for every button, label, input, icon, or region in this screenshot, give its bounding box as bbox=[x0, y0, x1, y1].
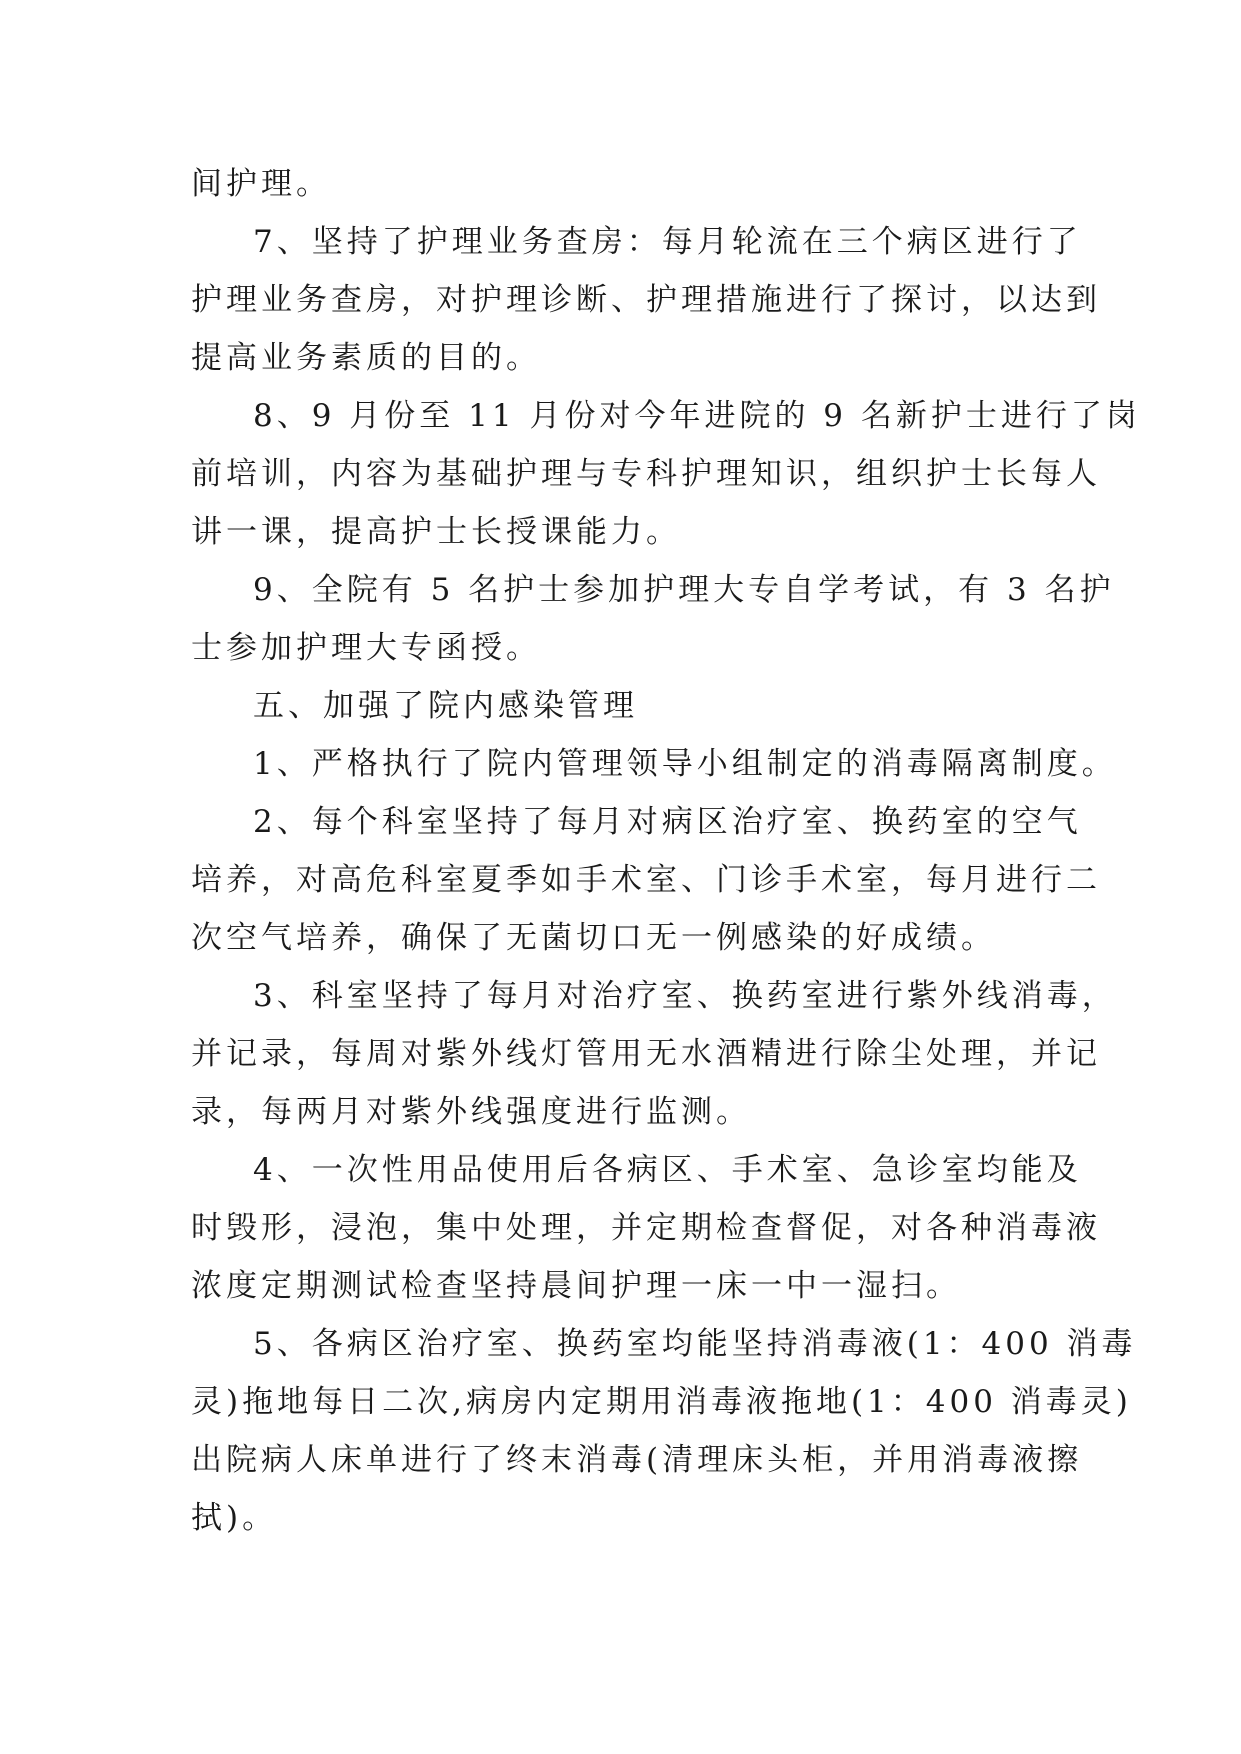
text-line: 5、各病区治疗室、换药室均能坚持消毒液(1：400 消毒 bbox=[253, 1326, 1137, 1362]
text-line: 并记录，每周对紫外线灯管用无水酒精进行除尘处理，并记 bbox=[191, 1036, 1101, 1072]
text-line: 讲一课，提高护士长授课能力。 bbox=[191, 514, 681, 550]
text-line: 提高业务素质的目的。 bbox=[191, 340, 541, 376]
text-line: 9、全院有 5 名护士参加护理大专自学考试，有 3 名护 bbox=[253, 572, 1115, 608]
text-line: 间护理。 bbox=[191, 166, 331, 202]
paragraph-section5-item-5 bbox=[191, 1315, 1137, 1547]
text-line: 4、一次性用品使用后各病区、手术室、急诊室均能及 bbox=[253, 1152, 1082, 1188]
paragraph-item-8 bbox=[191, 387, 1141, 561]
paragraph-section5-item-1 bbox=[191, 735, 1117, 793]
paragraph-item-9 bbox=[191, 561, 1115, 677]
text-line: 8、9 月份至 11 月份对今年进院的 9 名新护士进行了岗 bbox=[253, 398, 1141, 434]
paragraph-section5-item-3 bbox=[191, 967, 1117, 1141]
text-line: 3、科室坚持了每月对治疗室、换药室进行紫外线消毒， bbox=[253, 978, 1117, 1014]
text-line: 时毁形，浸泡，集中处理，并定期检查督促，对各种消毒液 bbox=[191, 1210, 1101, 1246]
text-line: 浓度定期测试检查坚持晨间护理一床一中一湿扫。 bbox=[191, 1268, 961, 1304]
text-line: 拭)。 bbox=[191, 1500, 278, 1536]
section-heading: 五、加强了院内感染管理 bbox=[253, 688, 638, 724]
paragraph-section5-item-4 bbox=[191, 1141, 1101, 1315]
text-line: 护理业务查房，对护理诊断、护理措施进行了探讨，以达到 bbox=[191, 282, 1101, 318]
document-body bbox=[191, 155, 1141, 1547]
paragraph-item-7 bbox=[191, 213, 1101, 387]
text-line: 出院病人床单进行了终末消毒(清理床头柜，并用消毒液擦 bbox=[191, 1442, 1083, 1478]
text-line: 录，每两月对紫外线强度进行监测。 bbox=[191, 1094, 751, 1130]
text-line: 灵)拖地每日二次,病房内定期用消毒液拖地(1：400 消毒灵) bbox=[191, 1384, 1132, 1420]
section-heading-infection-management bbox=[191, 677, 1051, 735]
text-line: 次空气培养，确保了无菌切口无一例感染的好成绩。 bbox=[191, 920, 996, 956]
paragraph-section5-item-2 bbox=[191, 793, 1101, 967]
text-line: 前培训，内容为基础护理与专科护理知识，组织护士长每人 bbox=[191, 456, 1101, 492]
text-line: 培养，对高危科室夏季如手术室、门诊手术室，每月进行二 bbox=[191, 862, 1101, 898]
text-line: 2、每个科室坚持了每月对病区治疗室、换药室的空气 bbox=[253, 804, 1082, 840]
text-line: 士参加护理大专函授。 bbox=[191, 630, 541, 666]
text-line: 1、严格执行了院内管理领导小组制定的消毒隔离制度。 bbox=[253, 746, 1117, 782]
paragraph-nursing-end bbox=[191, 155, 1051, 213]
text-line: 7、坚持了护理业务查房：每月轮流在三个病区进行了 bbox=[253, 224, 1082, 260]
